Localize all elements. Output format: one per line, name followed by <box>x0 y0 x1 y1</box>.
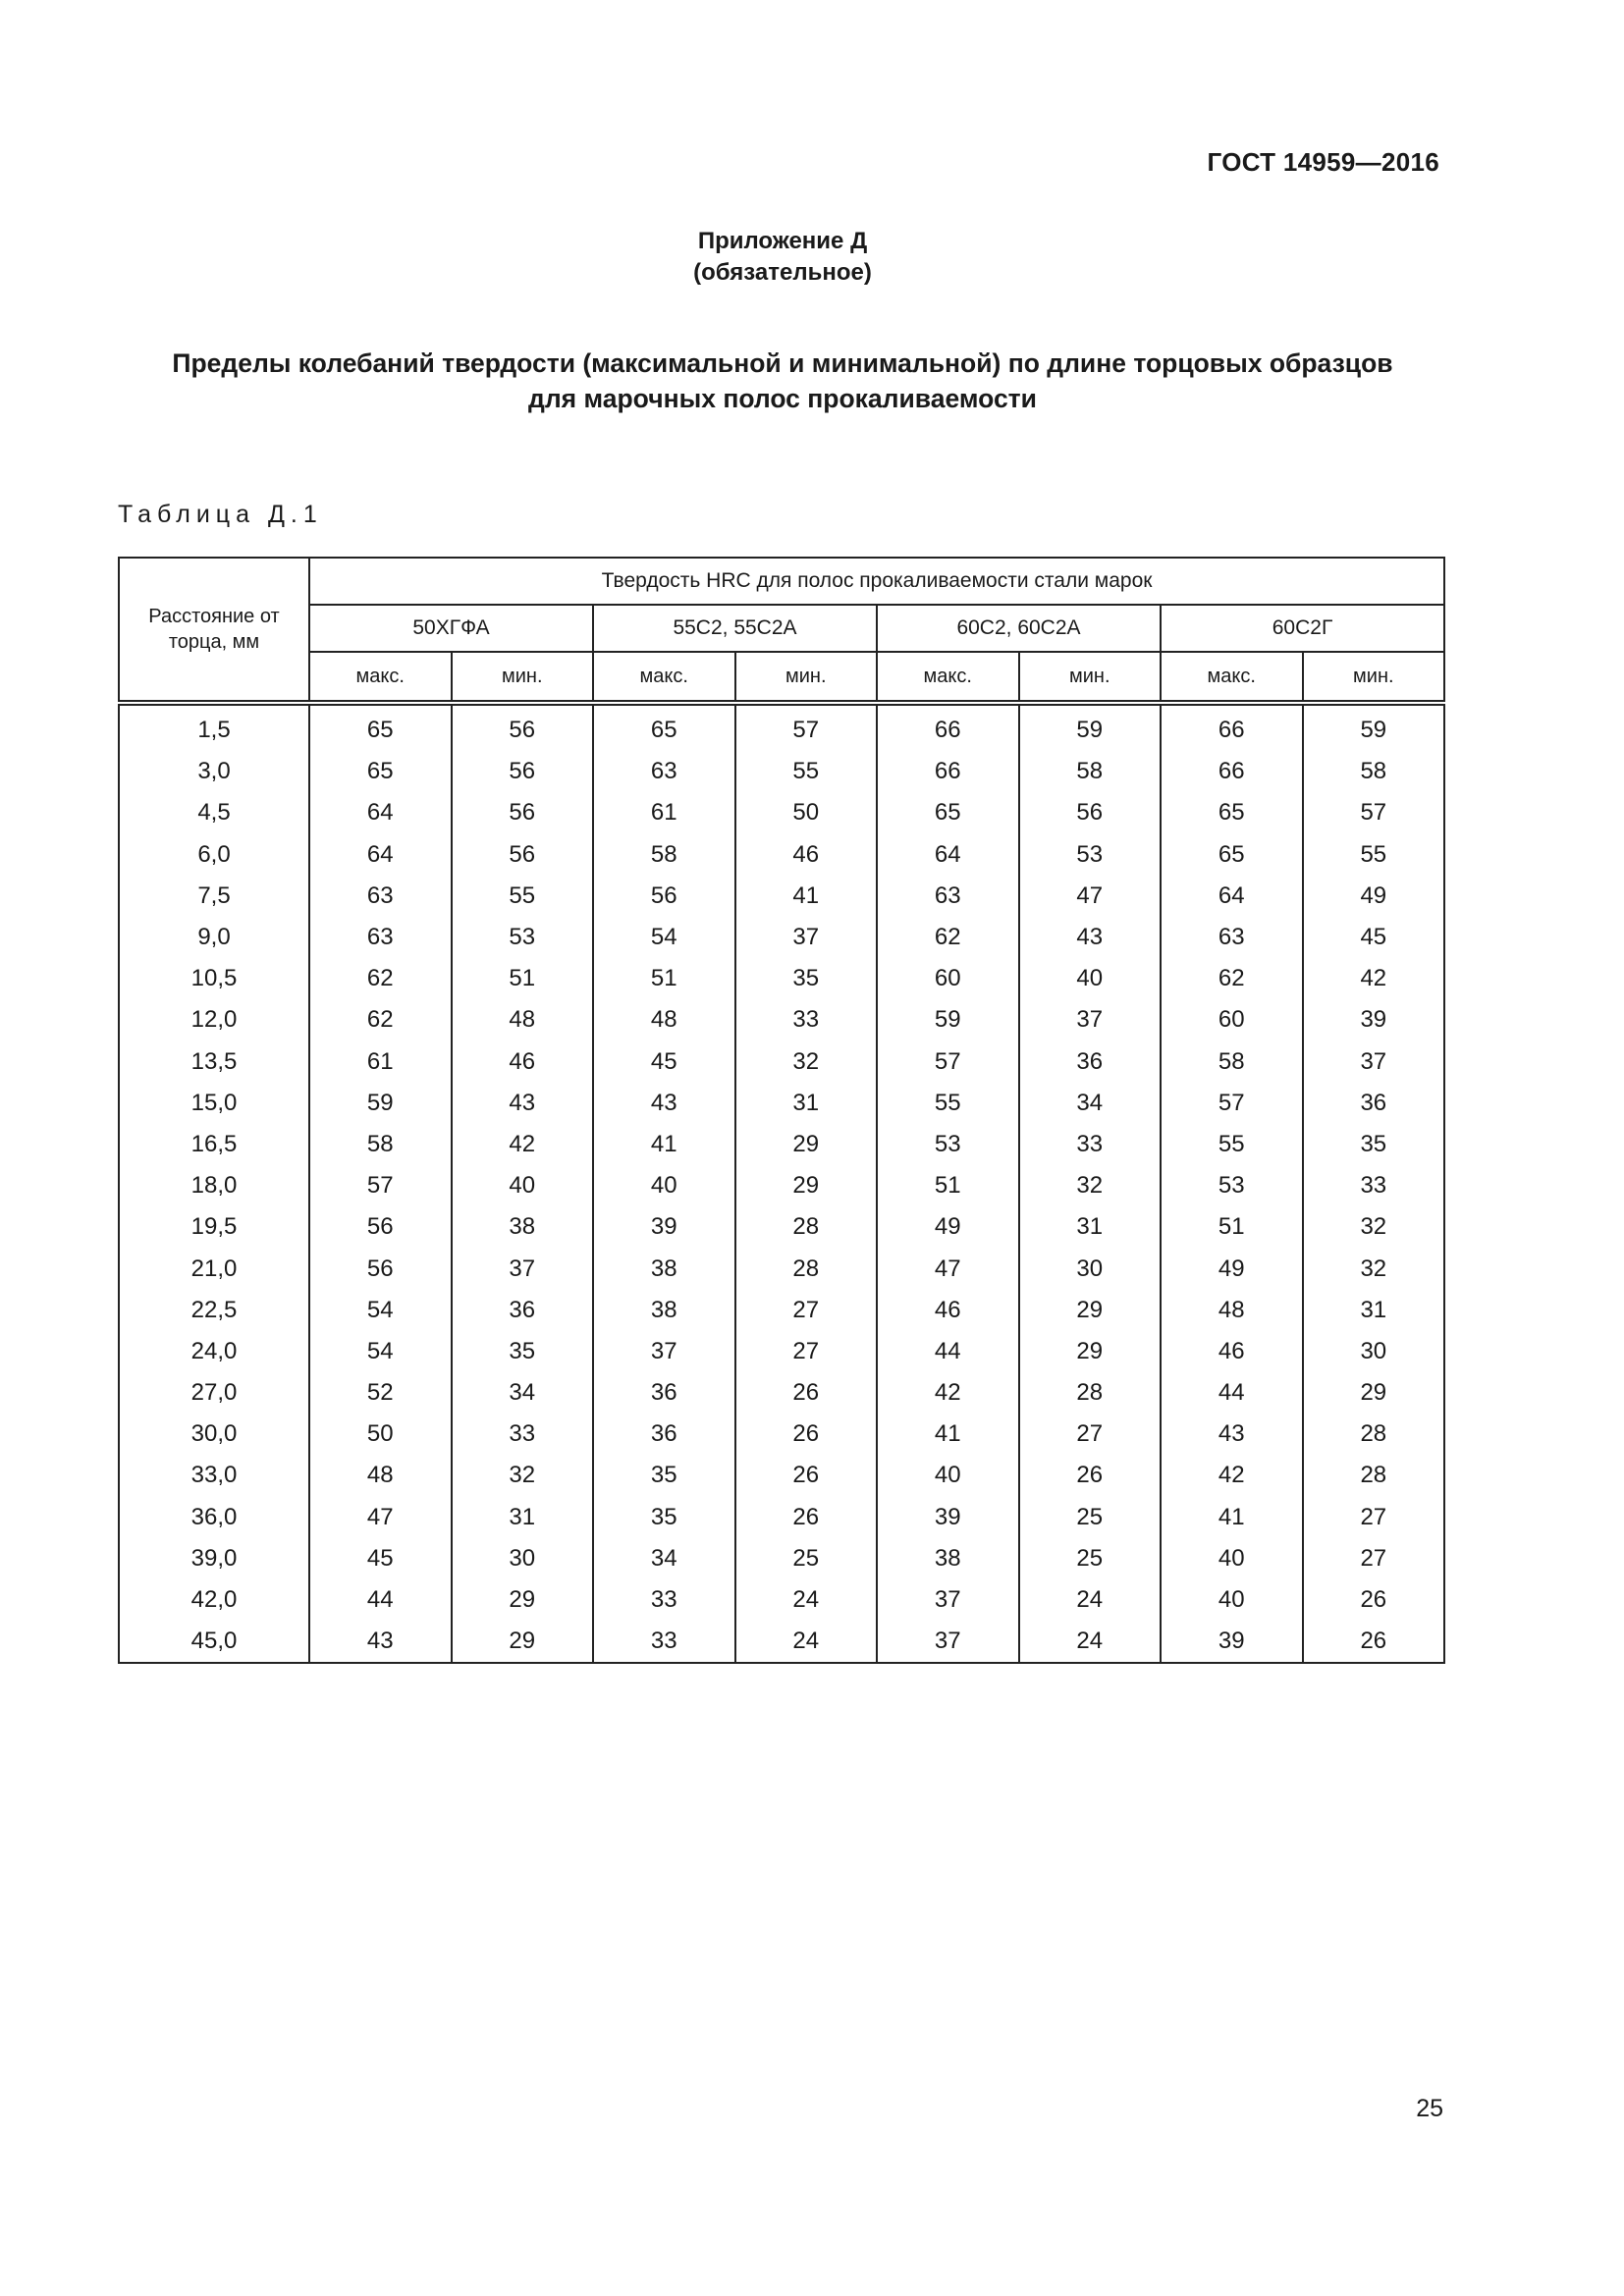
hardness-min-cell: 28 <box>735 1206 878 1248</box>
hardness-max-cell: 65 <box>1161 834 1303 876</box>
hardness-max-cell: 60 <box>1161 999 1303 1041</box>
hardness-min-cell: 32 <box>1019 1165 1162 1206</box>
hardness-max-cell: 51 <box>593 958 735 999</box>
hardness-max-cell: 63 <box>877 876 1019 917</box>
hardness-min-cell: 28 <box>1303 1414 1445 1455</box>
hardness-min-cell: 56 <box>452 834 594 876</box>
hardness-max-cell: 63 <box>309 876 452 917</box>
hardness-max-cell: 51 <box>1161 1206 1303 1248</box>
hardness-max-cell: 48 <box>593 999 735 1041</box>
hardness-max-cell: 38 <box>593 1248 735 1289</box>
hardness-min-cell: 55 <box>1303 834 1445 876</box>
hardness-min-cell: 26 <box>1303 1621 1445 1663</box>
hardness-max-cell: 43 <box>1161 1414 1303 1455</box>
table-row <box>119 1206 1444 1248</box>
hardness-min-cell: 56 <box>452 703 594 751</box>
hardness-max-cell: 56 <box>593 876 735 917</box>
distance-cell: 3,0 <box>119 751 309 792</box>
document-title-line-1: Пределы колебаний твердости (максимальной и минимальной) по длине торцовых образцов <box>172 348 1393 378</box>
hardness-max-cell: 40 <box>593 1165 735 1206</box>
hardness-max-cell: 37 <box>877 1621 1019 1663</box>
hardness-min-cell: 31 <box>1303 1290 1445 1331</box>
hardness-max-cell: 33 <box>593 1621 735 1663</box>
hardness-min-cell: 25 <box>735 1538 878 1579</box>
hardness-min-cell: 41 <box>735 876 878 917</box>
hardness-min-cell: 50 <box>735 792 878 833</box>
distance-cell: 10,5 <box>119 958 309 999</box>
hardness-max-cell: 40 <box>1161 1538 1303 1579</box>
hardness-min-cell: 57 <box>735 703 878 751</box>
hardness-max-cell: 64 <box>877 834 1019 876</box>
distance-cell: 4,5 <box>119 792 309 833</box>
hardness-max-cell: 65 <box>309 751 452 792</box>
hardness-min-cell: 42 <box>1303 958 1445 999</box>
hardness-min-cell: 30 <box>1303 1331 1445 1372</box>
table-row <box>119 1455 1444 1496</box>
subheader-min: мин. <box>452 652 594 703</box>
table-row <box>119 751 1444 792</box>
hardness-table <box>118 557 1445 1664</box>
hardness-max-cell: 54 <box>309 1290 452 1331</box>
hardness-max-cell: 39 <box>1161 1621 1303 1663</box>
table-row <box>119 876 1444 917</box>
hardness-max-cell: 38 <box>877 1538 1019 1579</box>
hardness-max-cell: 63 <box>1161 917 1303 958</box>
hardness-min-cell: 24 <box>735 1579 878 1621</box>
table-row <box>119 1497 1444 1538</box>
hardness-max-cell: 65 <box>877 792 1019 833</box>
hardness-min-cell: 29 <box>1019 1331 1162 1372</box>
hardness-min-cell: 43 <box>1019 917 1162 958</box>
group-header-hardness: Твердость HRC для полос прокаливаемости стали марок <box>309 558 1444 605</box>
hardness-min-cell: 35 <box>1303 1124 1445 1165</box>
hardness-max-cell: 42 <box>1161 1455 1303 1496</box>
hardness-max-cell: 62 <box>877 917 1019 958</box>
distance-cell: 36,0 <box>119 1497 309 1538</box>
hardness-max-cell: 37 <box>593 1331 735 1372</box>
hardness-min-cell: 28 <box>1303 1455 1445 1496</box>
document-title <box>0 346 1565 416</box>
distance-cell: 15,0 <box>119 1083 309 1124</box>
document-title-line-2: для марочных полос прокаливаемости <box>528 384 1037 413</box>
distance-cell: 18,0 <box>119 1165 309 1206</box>
distance-cell: 1,5 <box>119 703 309 751</box>
hardness-max-cell: 64 <box>309 834 452 876</box>
hardness-max-cell: 36 <box>593 1414 735 1455</box>
hardness-min-cell: 46 <box>735 834 878 876</box>
grade-header: 60С2Г <box>1161 605 1444 652</box>
hardness-min-cell: 53 <box>1019 834 1162 876</box>
distance-cell: 42,0 <box>119 1579 309 1621</box>
appendix-title: Приложение Д <box>697 228 868 254</box>
hardness-min-cell: 30 <box>1019 1248 1162 1289</box>
table-row <box>119 834 1444 876</box>
hardness-max-cell: 64 <box>309 792 452 833</box>
hardness-max-cell: 56 <box>309 1248 452 1289</box>
distance-cell: 21,0 <box>119 1248 309 1289</box>
hardness-min-cell: 34 <box>452 1372 594 1414</box>
hardness-min-cell: 40 <box>1019 958 1162 999</box>
hardness-max-cell: 65 <box>1161 792 1303 833</box>
hardness-max-cell: 41 <box>1161 1497 1303 1538</box>
hardness-max-cell: 50 <box>309 1414 452 1455</box>
hardness-min-cell: 56 <box>1019 792 1162 833</box>
hardness-max-cell: 58 <box>309 1124 452 1165</box>
hardness-min-cell: 55 <box>735 751 878 792</box>
hardness-min-cell: 24 <box>1019 1579 1162 1621</box>
hardness-min-cell: 29 <box>1303 1372 1445 1414</box>
hardness-min-cell: 36 <box>452 1290 594 1331</box>
hardness-min-cell: 29 <box>735 1165 878 1206</box>
hardness-max-cell: 37 <box>877 1579 1019 1621</box>
hardness-max-cell: 65 <box>593 703 735 751</box>
appendix-heading <box>0 226 1565 289</box>
distance-cell: 13,5 <box>119 1041 309 1083</box>
hardness-max-cell: 36 <box>593 1372 735 1414</box>
hardness-min-cell: 28 <box>735 1248 878 1289</box>
hardness-max-cell: 66 <box>877 751 1019 792</box>
hardness-min-cell: 40 <box>452 1165 594 1206</box>
hardness-min-cell: 25 <box>1019 1497 1162 1538</box>
hardness-min-cell: 45 <box>1303 917 1445 958</box>
hardness-min-cell: 29 <box>1019 1290 1162 1331</box>
distance-cell: 9,0 <box>119 917 309 958</box>
table-row <box>119 792 1444 833</box>
hardness-min-cell: 36 <box>1303 1083 1445 1124</box>
hardness-min-cell: 33 <box>735 999 878 1041</box>
hardness-min-cell: 32 <box>452 1455 594 1496</box>
table-row <box>119 1331 1444 1372</box>
hardness-max-cell: 66 <box>1161 751 1303 792</box>
hardness-min-cell: 46 <box>452 1041 594 1083</box>
hardness-min-cell: 42 <box>452 1124 594 1165</box>
grade-header: 60С2, 60С2А <box>877 605 1161 652</box>
hardness-max-cell: 63 <box>309 917 452 958</box>
hardness-max-cell: 66 <box>1161 703 1303 751</box>
table-row <box>119 1414 1444 1455</box>
subheader-max: макс. <box>309 652 452 703</box>
grade-header: 50ХГФА <box>309 605 593 652</box>
distance-cell: 24,0 <box>119 1331 309 1372</box>
hardness-min-cell: 24 <box>1019 1621 1162 1663</box>
table-row <box>119 958 1444 999</box>
table-row <box>119 1165 1444 1206</box>
hardness-max-cell: 46 <box>1161 1331 1303 1372</box>
hardness-max-cell: 57 <box>1161 1083 1303 1124</box>
hardness-min-cell: 58 <box>1019 751 1162 792</box>
hardness-min-cell: 55 <box>452 876 594 917</box>
hardness-min-cell: 48 <box>452 999 594 1041</box>
hardness-max-cell: 54 <box>309 1331 452 1372</box>
subheader-min: мин. <box>1303 652 1445 703</box>
hardness-min-cell: 38 <box>452 1206 594 1248</box>
hardness-min-cell: 43 <box>452 1083 594 1124</box>
hardness-min-cell: 49 <box>1303 876 1445 917</box>
hardness-max-cell: 59 <box>309 1083 452 1124</box>
table-row <box>119 1621 1444 1663</box>
hardness-max-cell: 55 <box>1161 1124 1303 1165</box>
hardness-min-cell: 31 <box>452 1497 594 1538</box>
hardness-min-cell: 29 <box>452 1621 594 1663</box>
hardness-max-cell: 61 <box>309 1041 452 1083</box>
hardness-min-cell: 36 <box>1019 1041 1162 1083</box>
hardness-min-cell: 56 <box>452 792 594 833</box>
hardness-min-cell: 26 <box>735 1372 878 1414</box>
table-row <box>119 1290 1444 1331</box>
hardness-max-cell: 34 <box>593 1538 735 1579</box>
table-row <box>119 703 1444 751</box>
hardness-max-cell: 51 <box>877 1165 1019 1206</box>
table-caption: Таблица Д.1 <box>118 501 323 528</box>
hardness-max-cell: 43 <box>593 1083 735 1124</box>
hardness-max-cell: 41 <box>593 1124 735 1165</box>
hardness-min-cell: 26 <box>1019 1455 1162 1496</box>
hardness-max-cell: 54 <box>593 917 735 958</box>
distance-cell: 6,0 <box>119 834 309 876</box>
hardness-min-cell: 29 <box>735 1124 878 1165</box>
hardness-max-cell: 35 <box>593 1455 735 1496</box>
hardness-min-cell: 51 <box>452 958 594 999</box>
hardness-max-cell: 33 <box>593 1579 735 1621</box>
hardness-max-cell: 42 <box>877 1372 1019 1414</box>
hardness-max-cell: 44 <box>877 1331 1019 1372</box>
grade-header: 55С2, 55С2А <box>593 605 877 652</box>
hardness-max-cell: 59 <box>877 999 1019 1041</box>
hardness-min-cell: 30 <box>452 1538 594 1579</box>
hardness-max-cell: 61 <box>593 792 735 833</box>
hardness-min-cell: 59 <box>1019 703 1162 751</box>
hardness-min-cell: 59 <box>1303 703 1445 751</box>
table-row <box>119 917 1444 958</box>
distance-cell: 7,5 <box>119 876 309 917</box>
hardness-max-cell: 66 <box>877 703 1019 751</box>
hardness-max-cell: 40 <box>877 1455 1019 1496</box>
distance-cell: 33,0 <box>119 1455 309 1496</box>
distance-cell: 27,0 <box>119 1372 309 1414</box>
hardness-min-cell: 58 <box>1303 751 1445 792</box>
hardness-max-cell: 56 <box>309 1206 452 1248</box>
hardness-min-cell: 32 <box>1303 1248 1445 1289</box>
hardness-min-cell: 26 <box>735 1414 878 1455</box>
hardness-max-cell: 58 <box>593 834 735 876</box>
distance-cell: 30,0 <box>119 1414 309 1455</box>
hardness-min-cell: 37 <box>452 1248 594 1289</box>
hardness-max-cell: 35 <box>593 1497 735 1538</box>
hardness-min-cell: 33 <box>1019 1124 1162 1165</box>
hardness-max-cell: 40 <box>1161 1579 1303 1621</box>
hardness-min-cell: 56 <box>452 751 594 792</box>
table-row <box>119 1083 1444 1124</box>
hardness-max-cell: 48 <box>309 1455 452 1496</box>
hardness-min-cell: 27 <box>735 1290 878 1331</box>
distance-cell: 16,5 <box>119 1124 309 1165</box>
hardness-max-cell: 45 <box>593 1041 735 1083</box>
table-body <box>119 703 1444 1663</box>
hardness-max-cell: 62 <box>1161 958 1303 999</box>
distance-cell: 12,0 <box>119 999 309 1041</box>
standard-code: ГОСТ 14959—2016 <box>1207 147 1439 177</box>
table-row <box>119 1041 1444 1083</box>
hardness-max-cell: 44 <box>309 1579 452 1621</box>
hardness-max-cell: 39 <box>593 1206 735 1248</box>
hardness-min-cell: 37 <box>1019 999 1162 1041</box>
hardness-min-cell: 31 <box>1019 1206 1162 1248</box>
hardness-max-cell: 55 <box>877 1083 1019 1124</box>
subheader-max: макс. <box>877 652 1019 703</box>
page-number: 25 <box>1416 2095 1443 2122</box>
subheader-min: мин. <box>735 652 878 703</box>
hardness-max-cell: 38 <box>593 1290 735 1331</box>
hardness-max-cell: 45 <box>309 1538 452 1579</box>
hardness-min-cell: 34 <box>1019 1083 1162 1124</box>
hardness-min-cell: 26 <box>735 1497 878 1538</box>
subheader-max: макс. <box>593 652 735 703</box>
hardness-max-cell: 47 <box>877 1248 1019 1289</box>
hardness-min-cell: 35 <box>452 1331 594 1372</box>
hardness-max-cell: 57 <box>877 1041 1019 1083</box>
distance-cell: 39,0 <box>119 1538 309 1579</box>
hardness-max-cell: 63 <box>593 751 735 792</box>
hardness-max-cell: 57 <box>309 1165 452 1206</box>
distance-cell: 19,5 <box>119 1206 309 1248</box>
appendix-status: (обязательное) <box>693 259 872 286</box>
hardness-min-cell: 47 <box>1019 876 1162 917</box>
hardness-min-cell: 31 <box>735 1083 878 1124</box>
table-row <box>119 999 1444 1041</box>
hardness-max-cell: 49 <box>1161 1248 1303 1289</box>
hardness-min-cell: 32 <box>1303 1206 1445 1248</box>
hardness-min-cell: 27 <box>1303 1497 1445 1538</box>
hardness-max-cell: 48 <box>1161 1290 1303 1331</box>
hardness-min-cell: 26 <box>1303 1579 1445 1621</box>
hardness-max-cell: 44 <box>1161 1372 1303 1414</box>
subheader-min: мин. <box>1019 652 1162 703</box>
hardness-min-cell: 27 <box>1303 1538 1445 1579</box>
hardness-min-cell: 57 <box>1303 792 1445 833</box>
hardness-min-cell: 26 <box>735 1455 878 1496</box>
hardness-min-cell: 24 <box>735 1621 878 1663</box>
hardness-min-cell: 27 <box>1019 1414 1162 1455</box>
hardness-max-cell: 39 <box>877 1497 1019 1538</box>
hardness-min-cell: 39 <box>1303 999 1445 1041</box>
distance-cell: 45,0 <box>119 1621 309 1663</box>
hardness-min-cell: 37 <box>735 917 878 958</box>
hardness-min-cell: 29 <box>452 1579 594 1621</box>
hardness-max-cell: 41 <box>877 1414 1019 1455</box>
hardness-max-cell: 65 <box>309 703 452 751</box>
hardness-min-cell: 25 <box>1019 1538 1162 1579</box>
distance-cell: 22,5 <box>119 1290 309 1331</box>
table-row <box>119 1248 1444 1289</box>
hardness-max-cell: 60 <box>877 958 1019 999</box>
row-header-distance: Расстояние от торца, мм <box>119 558 309 703</box>
hardness-min-cell: 37 <box>1303 1041 1445 1083</box>
table-row <box>119 1124 1444 1165</box>
hardness-max-cell: 43 <box>309 1621 452 1663</box>
hardness-max-cell: 53 <box>1161 1165 1303 1206</box>
hardness-max-cell: 64 <box>1161 876 1303 917</box>
hardness-max-cell: 52 <box>309 1372 452 1414</box>
hardness-max-cell: 49 <box>877 1206 1019 1248</box>
hardness-max-cell: 62 <box>309 958 452 999</box>
hardness-min-cell: 33 <box>452 1414 594 1455</box>
hardness-min-cell: 32 <box>735 1041 878 1083</box>
hardness-max-cell: 62 <box>309 999 452 1041</box>
hardness-min-cell: 35 <box>735 958 878 999</box>
hardness-min-cell: 28 <box>1019 1372 1162 1414</box>
hardness-min-cell: 27 <box>735 1331 878 1372</box>
hardness-max-cell: 46 <box>877 1290 1019 1331</box>
table-row <box>119 1579 1444 1621</box>
hardness-min-cell: 33 <box>1303 1165 1445 1206</box>
hardness-max-cell: 58 <box>1161 1041 1303 1083</box>
hardness-min-cell: 53 <box>452 917 594 958</box>
table-row <box>119 1372 1444 1414</box>
table-row <box>119 1538 1444 1579</box>
subheader-max: макс. <box>1161 652 1303 703</box>
hardness-max-cell: 53 <box>877 1124 1019 1165</box>
hardness-max-cell: 47 <box>309 1497 452 1538</box>
